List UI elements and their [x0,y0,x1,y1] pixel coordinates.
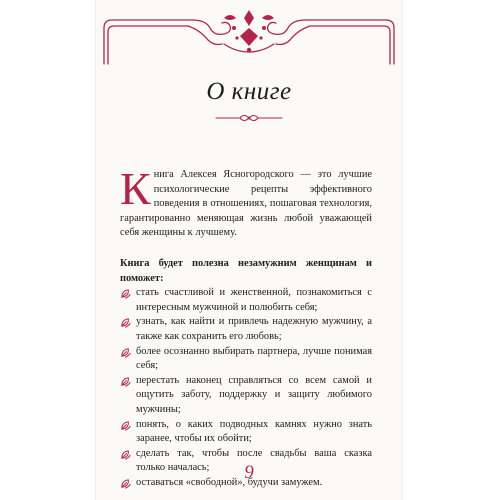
intro-paragraph [120,163,372,241]
book-page [96,0,402,500]
lead-sentence: Книга будет полезна незамужним женщинам и поможет: [120,257,372,284]
leaf-bullet-icon [120,288,131,299]
page-number: 9 [244,462,254,483]
list-item-text: стать счастливой и женственной, познакомиться с интересным мужчиной и полюбить себя; [136,287,372,313]
leaf-bullet-icon [120,376,131,387]
list-item-text: более осознанно выбирать партнера, лучше понимая себя; [136,345,372,372]
list-item-text: сделать так, чтобы после свадьбы ваша сказка только началась; [136,447,372,474]
list-item [120,418,372,447]
page-body [120,163,372,490]
drop-cap: К [120,163,151,214]
leaf-bullet-icon [120,317,131,328]
list-item-text: понять, о каких подводных камнях нужно знать заранее, чтобы их обойти; [136,418,372,445]
leaf-bullet-icon [120,449,131,460]
intro-text: нига Алексея Ясногородского — это лучшие психологические рецепты эффективного поведения в отношениях, пошаговая технология, гарантированно меняющая жизнь любой уважающей себя женщины к лучшему. [120,169,372,239]
scroll-divider-icon [214,112,284,124]
list-item [120,345,372,374]
chapter-title: О книге [206,78,292,105]
filigree-frame-icon [96,6,402,66]
leaf-bullet-icon [120,420,131,431]
leaf-bullet-icon [120,347,131,358]
list-item-text: узнать, как найти и привлечь надежную мужчину, а также как сохранить его любовь; [136,316,372,342]
list-item [120,315,372,344]
list-item-text: перестать наконец справляться со всем самой и ощутить заботу, поддержку и защиту любимого мужчины; [136,374,372,415]
benefits-list [120,286,372,490]
list-item [120,374,372,418]
list-item-text: оставаться «свободной», будучи замужем. [136,476,323,488]
list-item [120,286,372,315]
